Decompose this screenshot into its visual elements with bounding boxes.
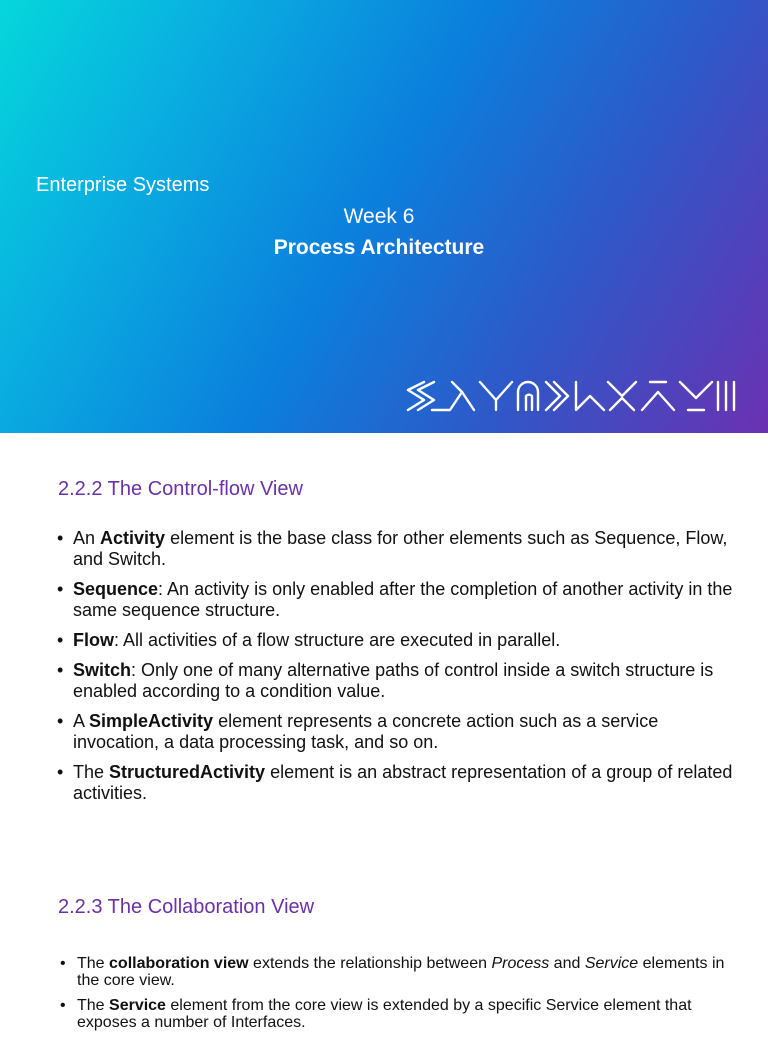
list-item: • The collaboration view extends the relationship between Process and Service elements in the core view. [60,955,725,989]
list-item: • The Service element from the core view is extended by a specific Service element that exposes a number of Interfaces. [60,997,692,1031]
collaboration-list [60,955,750,1039]
bullet-icon: • [60,997,66,1014]
list-item: • Switch: Only one of many alternative paths of control inside a switch structure is enabled according to a condition value. [57,660,714,701]
section-heading-control-flow: 2.2.2 The Control-flow View [58,478,303,500]
line-pattern-icon [404,378,742,414]
list-item: • Sequence: An activity is only enabled after the completion of another activity in the same sequence structure. [57,579,733,620]
bullet-icon: • [57,630,64,650]
list-item: • The StructuredActivity element is an abstract representation of a group of related activities. [57,762,733,803]
bullet-icon: • [57,711,64,731]
list-item: • Flow: All activities of a flow structure are executed in parallel. [57,630,561,650]
bullet-icon: • [60,955,66,972]
bullet-icon: • [57,528,64,548]
section-heading-collaboration: 2.2.3 The Collaboration View [58,896,315,918]
course-name: Enterprise Systems [36,174,210,196]
bullet-icon: • [57,660,64,680]
control-flow-list [57,528,737,813]
week-label: Week 6 [343,205,415,228]
title-banner [0,0,768,433]
bullet-icon: • [57,579,64,599]
list-item: • A SimpleActivity element represents a concrete action such as a service invocation, a data processing task, and so on. [57,711,659,752]
list-item: • An Activity element is the base class for other elements such as Sequence, Flow, and Switch. [57,528,728,569]
bullet-icon: • [57,762,64,782]
lecture-title: Process Architecture [273,236,485,259]
